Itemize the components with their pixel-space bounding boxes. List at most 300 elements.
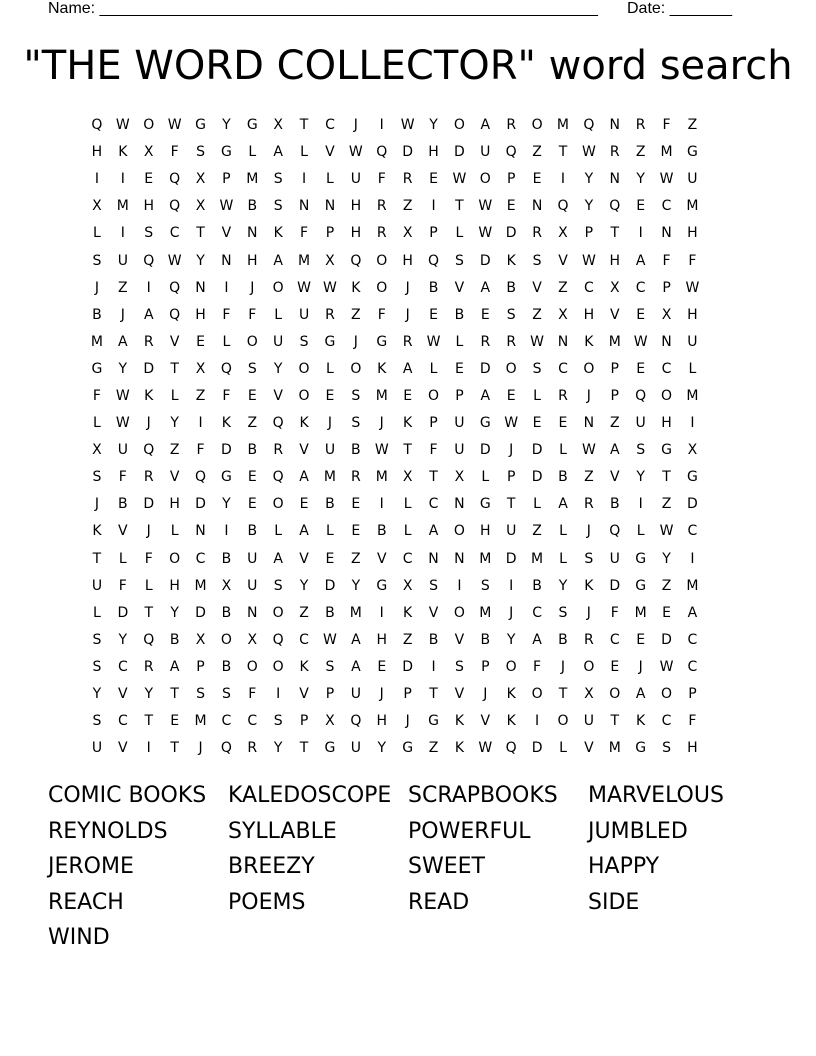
grid-letter: S xyxy=(480,577,490,594)
grid-letter: U xyxy=(609,550,620,567)
grid-letter: L xyxy=(222,333,231,350)
grid-letter: Y xyxy=(273,360,283,377)
grid-letter: W xyxy=(167,252,182,269)
grid-letter: C xyxy=(117,658,128,675)
grid-letter: A xyxy=(143,306,154,323)
grid-letter: J xyxy=(353,333,358,350)
grid-letter: Z xyxy=(118,279,128,296)
grid-letter: L xyxy=(429,360,438,377)
grid-letter: O xyxy=(531,117,543,134)
grid-letter: M xyxy=(298,252,311,269)
grid-letter: L xyxy=(559,442,567,459)
grid-letter: E xyxy=(351,496,361,513)
grid-letter: E xyxy=(429,306,438,323)
grid-letter: E xyxy=(170,713,180,730)
grid-letter: F xyxy=(662,117,671,134)
grid-letter: J xyxy=(146,523,151,540)
grid-letter: O xyxy=(246,658,258,675)
grid-letter: D xyxy=(143,360,155,377)
grid-letter: Y xyxy=(118,631,128,648)
grid-letter: H xyxy=(350,225,362,242)
grid-letter: W xyxy=(167,117,182,134)
grid-letter: L xyxy=(248,144,257,161)
grid-letter: B xyxy=(558,631,568,648)
grid-letter: D xyxy=(143,496,155,513)
grid-letter: V xyxy=(169,333,180,350)
grid-letter: B xyxy=(92,306,102,323)
grid-letter: W xyxy=(115,415,130,432)
grid-letter: Q xyxy=(272,631,284,648)
grid-letter: A xyxy=(351,631,361,648)
grid-letter: N xyxy=(609,117,620,134)
grid-letter: O xyxy=(169,550,181,567)
grid-letter: C xyxy=(583,279,594,296)
grid-letter: L xyxy=(274,523,283,540)
grid-letter: Z xyxy=(402,198,413,215)
grid-letter: X xyxy=(402,225,413,242)
grid-letter: X xyxy=(609,279,620,296)
grid-letter: E xyxy=(558,415,568,432)
grid-letter: O xyxy=(246,333,258,350)
grid-letter: R xyxy=(325,306,335,323)
grid-letter: E xyxy=(454,360,464,377)
grid-letter: N xyxy=(557,333,569,350)
grid-letter: D xyxy=(505,550,517,567)
grid-letter: N xyxy=(531,198,543,215)
grid-letter: R xyxy=(402,333,413,350)
grid-letter: S xyxy=(144,225,154,242)
grid-letter: Y xyxy=(92,686,102,703)
word-list-item: BREEZY xyxy=(228,854,315,880)
grid-row xyxy=(84,573,705,600)
grid-letter: L xyxy=(455,333,464,350)
grid-letter: M xyxy=(479,604,492,621)
grid-letter: S xyxy=(273,198,283,215)
grid-letter: A xyxy=(480,279,491,296)
grid-letter: C xyxy=(687,523,698,540)
grid-letter: S xyxy=(532,252,542,269)
grid-letter: F xyxy=(118,469,127,486)
grid-letter: K xyxy=(377,360,387,377)
grid-letter: L xyxy=(93,604,101,621)
grid-letter: X xyxy=(92,198,102,215)
grid-letter: L xyxy=(118,550,127,567)
grid-letter: O xyxy=(298,387,310,404)
grid-letter: W xyxy=(348,144,363,161)
grid-letter: Y xyxy=(636,469,645,486)
grid-letter: F xyxy=(196,442,205,459)
grid-letter: L xyxy=(326,523,334,540)
grid-letter: K xyxy=(221,415,231,432)
grid-letter: O xyxy=(531,686,543,703)
name-line: Name: ________________________________________________________ xyxy=(48,0,598,17)
grid-letter: Z xyxy=(169,442,180,459)
grid-letter: P xyxy=(481,658,490,675)
grid-letter: U xyxy=(117,252,128,269)
grid-letter: J xyxy=(120,306,125,323)
grid-letter: Z xyxy=(558,279,568,296)
grid-letter: L xyxy=(403,496,412,513)
grid-letter: J xyxy=(586,387,591,404)
grid-letter: F xyxy=(688,252,697,269)
grid-letter: I xyxy=(509,577,514,594)
grid-letter: X xyxy=(584,686,594,703)
grid-letter: I xyxy=(431,658,436,675)
grid-letter: U xyxy=(635,415,646,432)
grid-letter: H xyxy=(402,252,413,269)
grid-letter: B xyxy=(532,577,542,594)
grid-letter: V xyxy=(325,144,335,161)
grid-letter: R xyxy=(506,117,517,134)
grid-letter: O xyxy=(272,604,284,621)
grid-letter: E xyxy=(532,415,542,432)
grid-letter: Y xyxy=(662,550,671,567)
grid-letter: S xyxy=(636,442,646,459)
grid-letter: X xyxy=(558,225,568,242)
grid-letter: E xyxy=(247,496,257,513)
grid-letter: H xyxy=(143,198,154,215)
grid-letter: A xyxy=(635,252,646,269)
grid-letter: Q xyxy=(143,631,155,648)
grid-letter: F xyxy=(222,306,231,323)
grid-letter: U xyxy=(506,523,517,540)
grid-letter: X xyxy=(273,117,283,134)
grid-row xyxy=(84,464,705,491)
grid-letter: A xyxy=(299,523,309,540)
grid-letter: K xyxy=(584,577,594,594)
grid-letter: X xyxy=(92,442,102,459)
grid-letter: V xyxy=(609,469,620,486)
grid-letter: V xyxy=(532,279,542,296)
grid-letter: R xyxy=(350,469,361,486)
grid-letter: W xyxy=(478,225,493,242)
grid-letter: Y xyxy=(170,415,179,432)
grid-letter: S xyxy=(92,252,102,269)
grid-letter: T xyxy=(558,686,568,703)
grid-letter: L xyxy=(144,577,153,594)
grid-letter: U xyxy=(687,333,698,350)
grid-letter: M xyxy=(479,550,492,567)
grid-letter: O xyxy=(143,117,155,134)
word-list-item: READ xyxy=(408,889,470,915)
grid-letter: E xyxy=(247,469,257,486)
grid-letter: H xyxy=(480,523,491,540)
grid-letter: D xyxy=(479,442,491,459)
grid-letter: W xyxy=(297,279,311,296)
grid-letter: G xyxy=(324,333,336,350)
grid-letter: A xyxy=(351,658,361,675)
grid-letter: T xyxy=(299,117,309,134)
grid-letter: P xyxy=(506,469,516,486)
grid-letter: R xyxy=(143,658,154,675)
grid-letter: J xyxy=(560,658,566,675)
grid-letter: K xyxy=(454,740,464,757)
grid-letter: T xyxy=(170,686,179,703)
grid-letter: H xyxy=(247,252,258,269)
grid-letter: O xyxy=(220,631,232,648)
grid-letter: Z xyxy=(661,496,672,513)
grid-letter: J xyxy=(327,415,333,432)
grid-letter: L xyxy=(455,225,464,242)
grid-letter: K xyxy=(351,279,361,296)
grid-letter: M xyxy=(349,604,362,621)
grid-letter: S xyxy=(429,577,438,594)
grid-letter: B xyxy=(221,550,232,567)
grid-row xyxy=(84,302,705,329)
grid-letter: J xyxy=(483,686,488,703)
grid-letter: A xyxy=(635,686,646,703)
grid-letter: Y xyxy=(429,117,438,134)
grid-letter: M xyxy=(634,604,647,621)
grid-letter: B xyxy=(454,306,465,323)
grid-letter: D xyxy=(687,496,698,513)
grid-letter: T xyxy=(170,360,179,377)
grid-row xyxy=(84,518,705,545)
grid-letter: Q xyxy=(220,740,232,757)
grid-letter: W xyxy=(374,442,389,459)
grid-letter: P xyxy=(403,686,412,703)
grid-letter: V xyxy=(118,686,128,703)
grid-letter: L xyxy=(93,225,101,242)
grid-letter: G xyxy=(635,740,647,757)
grid-letter: G xyxy=(376,577,388,594)
grid-letter: H xyxy=(609,252,621,269)
grid-letter: S xyxy=(273,171,283,188)
grid-letter: V xyxy=(299,550,309,567)
grid-letter: U xyxy=(480,144,491,161)
grid-letter: X xyxy=(195,360,206,377)
grid-letter: U xyxy=(350,740,361,757)
grid-letter: G xyxy=(195,117,206,134)
grid-letter: C xyxy=(195,550,206,567)
grid-row xyxy=(84,410,705,437)
grid-letter: F xyxy=(92,387,101,404)
word-list-item: JUMBLED xyxy=(588,818,688,844)
grid-letter: Q xyxy=(350,713,362,730)
grid-letter: E xyxy=(377,658,387,675)
grid-letter: J xyxy=(379,415,384,432)
grid-letter: B xyxy=(118,496,128,513)
grid-letter: N xyxy=(661,333,672,350)
grid-letter: P xyxy=(506,171,516,188)
grid-letter: N xyxy=(661,225,672,242)
word-list-item: SWEET xyxy=(408,854,485,880)
word-list-item: HAPPY xyxy=(588,854,660,880)
grid-letter: E xyxy=(429,171,438,188)
grid-letter: K xyxy=(454,713,464,730)
grid-letter: N xyxy=(609,171,620,188)
grid-letter: H xyxy=(687,306,698,323)
word-list-item: COMIC BOOKS xyxy=(48,783,207,808)
grid-letter: S xyxy=(662,740,671,757)
grid-letter: V xyxy=(221,225,232,242)
word-list-item: JEROME xyxy=(48,854,134,880)
grid-letter: C xyxy=(558,360,568,377)
grid-row xyxy=(84,112,705,139)
grid-letter: O xyxy=(505,360,517,377)
grid-letter: C xyxy=(661,198,672,215)
grid-letter: T xyxy=(144,604,153,621)
grid-letter: W xyxy=(426,333,441,350)
grid-letter: S xyxy=(558,604,568,621)
grid-letter: M xyxy=(116,198,129,215)
grid-letter: Q xyxy=(91,117,103,134)
grid-letter: Q xyxy=(609,198,621,215)
grid-letter: V xyxy=(558,252,568,269)
grid-letter: X xyxy=(454,469,465,486)
word-list xyxy=(48,778,768,956)
grid-letter: J xyxy=(353,117,358,134)
grid-letter: B xyxy=(558,469,568,486)
grid-letter: C xyxy=(687,631,698,648)
grid-letter: S xyxy=(92,658,102,675)
word-list-item: REYNOLDS xyxy=(48,818,168,844)
grid-letter: S xyxy=(454,252,464,269)
grid-letter: X xyxy=(558,306,568,323)
grid-letter: C xyxy=(221,713,232,730)
grid-letter: A xyxy=(687,604,698,621)
grid-letter: D xyxy=(402,144,414,161)
grid-letter: D xyxy=(479,360,491,377)
grid-letter: L xyxy=(170,387,179,404)
grid-letter: Z xyxy=(661,577,672,594)
page-title: "THE WORD COLLECTOR" word search xyxy=(23,43,793,89)
grid-letter: H xyxy=(195,306,206,323)
grid-letter: C xyxy=(402,550,413,567)
grid-row xyxy=(84,546,705,573)
grid-letter: V xyxy=(454,631,465,648)
grid-letter: Q xyxy=(376,144,388,161)
grid-letter: G xyxy=(324,740,336,757)
grid-letter: E xyxy=(247,387,257,404)
grid-letter: B xyxy=(325,496,335,513)
grid-letter: K xyxy=(299,415,309,432)
grid-letter: D xyxy=(661,631,672,648)
grid-row xyxy=(84,275,705,302)
grid-letter: F xyxy=(662,252,671,269)
date-line: Date: _______ xyxy=(627,0,732,17)
grid-letter: E xyxy=(480,306,490,323)
grid-letter: J xyxy=(509,604,514,621)
grid-letter: K xyxy=(584,333,594,350)
grid-letter: B xyxy=(506,279,516,296)
grid-letter: I xyxy=(120,171,125,188)
grid-letter: W xyxy=(633,333,648,350)
grid-row xyxy=(84,220,705,247)
grid-letter: M xyxy=(686,387,699,404)
grid-letter: P xyxy=(662,279,671,296)
grid-letter: R xyxy=(635,117,646,134)
grid-letter: W xyxy=(400,117,415,134)
grid-letter: E xyxy=(636,360,646,377)
grid-letter: D xyxy=(221,442,232,459)
grid-letter: K xyxy=(506,686,516,703)
grid-letter: U xyxy=(350,686,361,703)
grid-letter: L xyxy=(533,387,541,404)
grid-letter: T xyxy=(92,550,102,567)
grid-row xyxy=(84,654,705,681)
grid-letter: O xyxy=(453,604,465,621)
grid-letter: W xyxy=(685,279,700,296)
grid-letter: I xyxy=(379,496,384,513)
word-list-item: MARVELOUS xyxy=(588,783,724,808)
grid-letter: Q xyxy=(505,144,517,161)
grid-letter: G xyxy=(635,550,647,567)
grid-letter: J xyxy=(198,740,203,757)
grid-letter: B xyxy=(325,604,335,621)
grid-letter: O xyxy=(298,360,310,377)
grid-letter: E xyxy=(610,658,620,675)
grid-letter: S xyxy=(299,333,309,350)
grid-letter: U xyxy=(91,577,103,594)
grid-letter: Y xyxy=(170,604,179,621)
grid-letter: K xyxy=(299,658,309,675)
grid-letter: T xyxy=(662,469,671,486)
grid-letter: R xyxy=(273,442,284,459)
grid-letter: E xyxy=(506,387,516,404)
grid-letter: T xyxy=(196,225,205,242)
grid-letter: M xyxy=(556,117,570,134)
grid-letter: Q xyxy=(169,306,181,323)
grid-letter: N xyxy=(583,415,595,432)
grid-letter: V xyxy=(428,604,439,621)
grid-letter: U xyxy=(687,171,698,188)
grid-letter: G xyxy=(220,469,232,486)
grid-letter: D xyxy=(505,225,517,242)
grid-letter: U xyxy=(454,442,465,459)
grid-letter: A xyxy=(480,117,491,134)
grid-letter: H xyxy=(91,144,103,161)
grid-letter: R xyxy=(376,225,387,242)
grid-letter: Y xyxy=(584,171,594,188)
grid-row xyxy=(84,193,705,220)
grid-letter: C xyxy=(117,713,128,730)
grid-letter: O xyxy=(376,279,388,296)
grid-letter: F xyxy=(688,713,697,730)
grid-letter: T xyxy=(455,198,464,215)
grid-letter: T xyxy=(429,469,438,486)
grid-letter: M xyxy=(608,740,621,757)
grid-letter: E xyxy=(532,171,542,188)
grid-letter: J xyxy=(509,442,514,459)
word-list-item: SYLLABLE xyxy=(228,818,337,844)
grid-row xyxy=(84,735,705,762)
grid-letter: Q xyxy=(143,442,155,459)
grid-letter: X xyxy=(402,469,413,486)
grid-letter: P xyxy=(325,686,335,703)
grid-letter: T xyxy=(610,713,620,730)
grid-letter: P xyxy=(584,225,594,242)
grid-letter: J xyxy=(405,306,410,323)
grid-letter: N xyxy=(298,198,310,215)
grid-letter: G xyxy=(479,415,491,432)
grid-letter: N xyxy=(428,550,439,567)
grid-letter: P xyxy=(222,171,231,188)
grid-letter: W xyxy=(452,171,467,188)
grid-letter: X xyxy=(143,144,154,161)
grid-letter: W xyxy=(478,198,493,215)
grid-letter: G xyxy=(635,577,647,594)
grid-letter: T xyxy=(170,740,179,757)
grid-letter: X xyxy=(325,713,335,730)
grid-letter: H xyxy=(376,713,387,730)
grid-letter: D xyxy=(402,658,414,675)
grid-letter: Z xyxy=(609,415,620,432)
grid-letter: Q xyxy=(635,387,647,404)
grid-letter: M xyxy=(686,198,699,215)
grid-letter: H xyxy=(350,198,362,215)
grid-letter: J xyxy=(405,713,410,730)
